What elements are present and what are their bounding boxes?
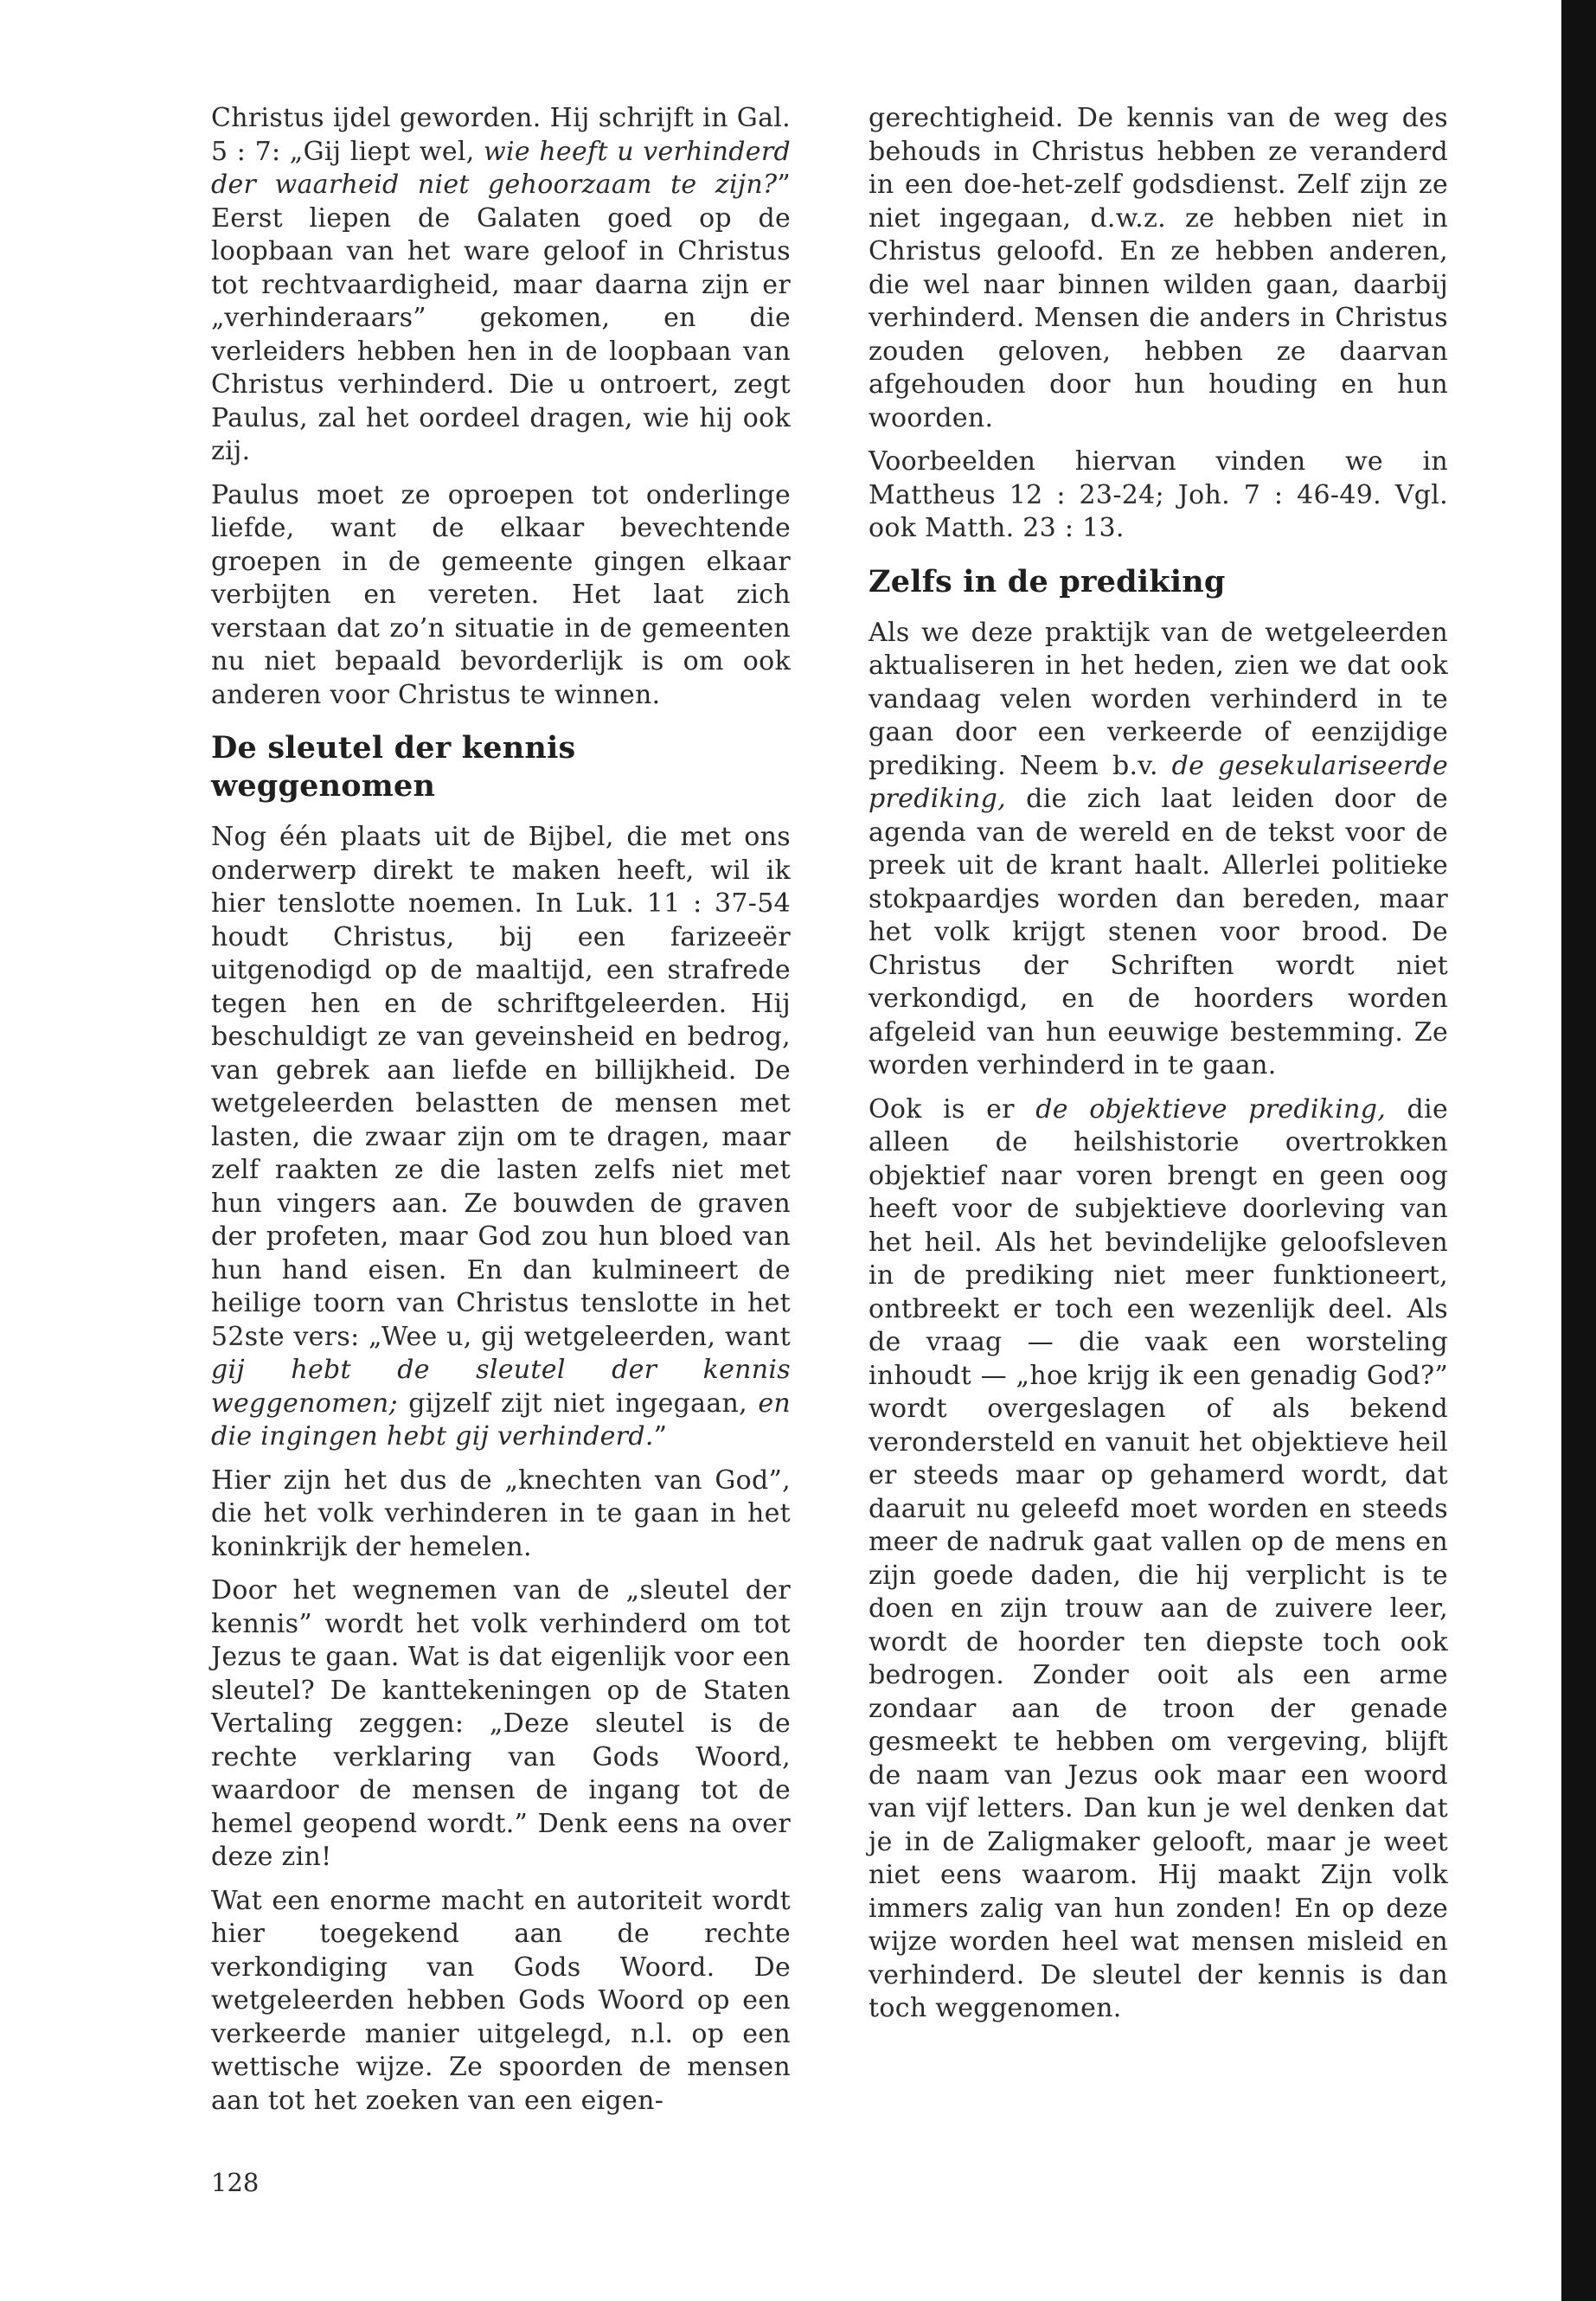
section-heading: Zelfs in de prediking: [869, 563, 1226, 599]
paragraph: Voorbeelden hiervan vinden we in Mattheus 12 : 23-24; Joh. 7 : 46-49. Vgl. ook Matth. 23 : 13.: [869, 446, 1448, 543]
paragraph: Ook is er de objektieve prediking, die alleen de heilshistorie overtrokken objektief naar voren brengt en geen oog heeft voor de subjektieve doorleving van het heil. Als het bevindelijke geloofsleven in de prediking niet meer funktioneert, ontbreekt er toch een wezenlijk deel. Als de vraag — die vaak een worsteling inhoudt — „hoe krijg ik een genadig God?” wordt overgeslagen of als bekend verondersteld en vanuit het objektieve heil er steeds maar op gehamerd wordt, dat daaruit nu geleefd moet worden en steeds meer de nadruk gaat vallen op de mens en zijn goede daden, die hij verplicht is te doen en zijn trouw aan de zuivere leer, wordt de hoorder ten diepste toch ook bedrogen. Zonder ooit als een arme zondaar aan de troon der genade gesmeekt te hebben om vergeving, blijft de naam van Jezus ook maar een woord van vijf letters. Dan kun je wel denken dat je in de Zaligmaker gelooft, maar je weet niet eens waarom. Hij maakt Zijn volk immers zalig van hun zonden! En op deze wijze worden heel wat mensen misleid en verhinderd. De sleutel der kennis is dan toch weggenomen.: [869, 1093, 1448, 2023]
paragraph: Hier zijn het dus de „knechten van God”, die het volk verhinderen in te gaan in het koninkrijk der hemelen.: [211, 1465, 791, 1562]
scan-edge-bar: [1561, 0, 1596, 2301]
right-column: [869, 102, 1448, 2026]
paragraph: Nog één plaats uit de Bijbel, die met ons onderwerp direkt te maken heeft, wil ik hier tenslotte noemen. In Luk. 11 : 37-54 houdt Christus, bij een farizeeër uitgenodigd op de maaltijd, een strafrede tegen hen en de schriftgeleerden. Hij beschuldigt ze van geveinsheid en bedrog, van gebrek aan liefde en billijkheid. De wetgeleerden belastten de mensen met lasten, die zwaar zijn om te dragen, maar zelf raakten ze die lasten zelfs niet met hun vingers aan. Ze bouwden de graven der profeten, maar God zou hun bloed van hun hand eisen. En dan kulmineert de heilige toorn van Christus tenslotte in het 52ste vers: „Wee u, gij wetgeleerden, want gij hebt de sleutel der kennis weggenomen; gijzelf zijt niet ingegaan, en die ingingen hebt gij verhinderd.”: [211, 822, 791, 1452]
paragraph: Door het wegnemen van de „sleutel der kennis” wordt het volk verhinderd om tot Jezus te gaan. Wat is dat eigenlijk voor een sleutel? De kanttekeningen op de Staten Vertaling zeggen: „Deze sleutel is de rechte verklaring van Gods Woord, waardoor de mensen de ingang tot de hemel geopend wordt.” Denk eens na over deze zin!: [211, 1575, 791, 1872]
paragraph: Paulus moet ze oproepen tot onderlinge liefde, want de elkaar bevechtende groepen in de gemeente gingen elkaar verbijten en vereten. Het laat zich verstaan dat zo’n situatie in de gemeenten nu niet bepaald bevorderlijk is om ook anderen voor Christus te winnen.: [211, 479, 791, 710]
paragraph: gerechtigheid. De kennis van de weg des behouds in Christus hebben ze veranderd in een doe-het-zelf godsdienst. Zelf zijn ze niet ingegaan, d.w.z. ze hebben niet in Christus geloofd. En ze hebben anderen, die wel naar binnen wilden gaan, daarbij verhinderd. Mensen die anders in Christus zouden geloven, hebben ze daarvan afgehouden door hun houding en hun woorden.: [869, 103, 1448, 433]
paragraph: Als we deze praktijk van de wetgeleerden aktualiseren in het heden, zien we dat ook vandaag velen worden verhinderd in te gaan door een verkeerde of eenzijdige prediking. Neem b.v. de gesekulariseerde prediking, die zich laat leiden door de agenda van de wereld en de tekst voor de preek uit de krant haalt. Allerlei politieke stokpaardjes worden dan bereden, maar het volk krijgt stenen voor brood. De Christus der Schriften wordt niet verkondigd, en de hoorders worden afgeleid van hun eeuwige bestemming. Ze worden verhinderd in te gaan.: [869, 617, 1448, 1080]
page-number: 128: [211, 2168, 260, 2197]
left-column: [211, 102, 791, 2118]
paragraph: Christus ijdel geworden. Hij schrijft in Gal. 5 : 7: „Gij liept wel, wie heeft u verhinderd der waarheid niet gehoorzaam te zijn?” Eerst liepen de Galaten goed op de loopbaan van het ware geloof in Christus tot rechtvaardigheid, maar daarna zijn er „verhinderaars” gekomen, en die verleiders hebben hen in de loopbaan van Christus verhinderd. Die u ontroert, zegt Paulus, zal het oordeel dragen, wie hij ook zij.: [211, 103, 791, 466]
section-heading: De sleutel der kennis weggenomen: [211, 730, 576, 804]
paragraph: Wat een enorme macht en autoriteit wordt hier toegekend aan de rechte verkondiging van Gods Woord. De wetgeleerden hebben Gods Woord op een verkeerde manier uitgelegd, n.l. op een wettische wijze. Ze spoorden de mensen aan tot het zoeken van een eigen-: [211, 1885, 791, 2116]
